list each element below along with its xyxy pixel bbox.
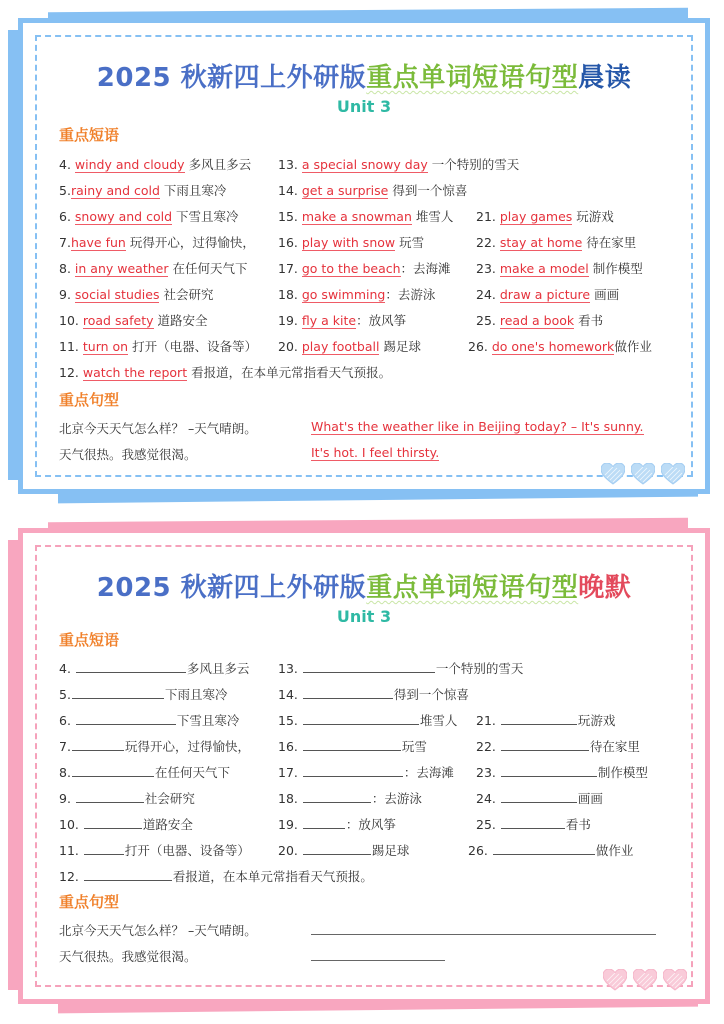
heart-icon <box>603 969 627 991</box>
sentence-en: What's the weather like in Beijing today? – It's sunny. <box>311 419 644 434</box>
phrase-blank-item: 13. 一个特别的雪天 <box>278 661 524 676</box>
phrase-item: 10. road safety 道路安全 <box>59 313 208 328</box>
phrase-blank-item: 25. 看书 <box>476 817 591 832</box>
answer-blank[interactable] <box>303 842 371 855</box>
phrase-item: 9. social studies 社会研究 <box>59 287 214 302</box>
answer-blank[interactable] <box>501 816 565 829</box>
evening-dictation-card <box>18 520 710 1016</box>
phrases-heading: 重点短语 <box>59 126 120 144</box>
phrase-blank-item: 8. 在任何天气下 <box>59 765 230 780</box>
page-title <box>23 567 705 604</box>
sentence-zh: 天气很热。我感觉很渴。 <box>59 949 197 964</box>
answer-blank[interactable] <box>501 712 577 725</box>
title-topic: 重点单词短语句型 <box>366 63 579 93</box>
answer-blank[interactable] <box>303 738 401 751</box>
answer-blank[interactable] <box>303 660 435 673</box>
answer-blank[interactable] <box>303 764 403 777</box>
phrase-item: 12. watch the report 看报道，在本单元常指看天气预报。 <box>59 365 392 380</box>
page-title <box>23 57 705 94</box>
phrase-blank-item: 26. 做作业 <box>468 843 634 858</box>
heart-icon <box>661 463 685 485</box>
answer-blank[interactable] <box>303 816 345 829</box>
phrase-item: 22. stay at home 待在家里 <box>476 235 637 250</box>
phrase-item: 7.have fun 玩得开心，过得愉快， <box>59 235 255 250</box>
answer-blank[interactable] <box>84 816 142 829</box>
phrase-item: 11. turn on 打开（电器、设备等） <box>59 339 258 354</box>
sentence-zh: 天气很热。我感觉很渴。 <box>59 447 197 462</box>
answer-blank[interactable] <box>84 868 172 881</box>
phrase-item: 18. go swimming：去游泳 <box>278 287 436 302</box>
heart-icon <box>633 969 657 991</box>
phrase-item: 13. a special snowy day 一个特别的雪天 <box>278 157 520 172</box>
sentence-answer-line[interactable] <box>311 933 656 935</box>
phrase-blank-item: 19. ：放风筝 <box>278 817 396 832</box>
phrase-blank-item: 18. ：去游泳 <box>278 791 422 806</box>
unit-label: Unit 3 <box>336 97 392 116</box>
answer-blank[interactable] <box>303 686 393 699</box>
phrase-item: 21. play games 玩游戏 <box>476 209 614 224</box>
answer-blank[interactable] <box>76 790 144 803</box>
sentence-answer-line[interactable] <box>311 959 445 961</box>
phrase-item: 17. go to the beach：去海滩 <box>278 261 451 276</box>
sentence-zh: 北京今天天气怎么样？ –天气晴朗。 <box>59 923 257 938</box>
morning-reading-card <box>18 10 710 506</box>
phrase-blank-item: 17. ：去海滩 <box>278 765 454 780</box>
answer-blank[interactable] <box>72 686 164 699</box>
phrase-blank-item: 12. 看报道，在本单元常指看天气预报。 <box>59 869 373 884</box>
phrase-blank-item: 9. 社会研究 <box>59 791 195 806</box>
phrase-item: 14. get a surprise 得到一个惊喜 <box>278 183 468 198</box>
heart-icon <box>631 463 655 485</box>
phrase-blank-item: 5. 下雨且寒冷 <box>59 687 228 702</box>
phrase-item: 6. snowy and cold 下雪且寒冷 <box>59 209 239 224</box>
title-mode: 晨读 <box>578 63 632 93</box>
hearts-decoration <box>601 463 685 485</box>
phrase-blank-item: 10. 道路安全 <box>59 817 193 832</box>
answer-blank[interactable] <box>493 842 595 855</box>
phrase-blank-item: 11. 打开（电器、设备等） <box>59 843 250 858</box>
answer-blank[interactable] <box>303 790 371 803</box>
phrase-item: 24. draw a picture 画画 <box>476 287 620 302</box>
answer-blank[interactable] <box>76 660 186 673</box>
heart-icon <box>663 969 687 991</box>
phrase-blank-item: 16. 玩雪 <box>278 739 427 754</box>
phrase-item: 26. do one's homework做作业 <box>468 339 652 354</box>
answer-blank[interactable] <box>501 738 589 751</box>
answer-blank[interactable] <box>84 842 124 855</box>
phrase-blank-item: 21. 玩游戏 <box>476 713 616 728</box>
title-mode: 晚默 <box>578 573 632 603</box>
card-frame <box>18 528 710 1004</box>
title-edition: 2025 秋新四上外研版 <box>96 63 367 93</box>
sentence-en: It's hot. I feel thirsty. <box>311 445 440 460</box>
phrase-blank-item: 6. 下雪且寒冷 <box>59 713 240 728</box>
phrase-item: 4. windy and cloudy 多风且多云 <box>59 157 252 172</box>
answer-blank[interactable] <box>72 764 154 777</box>
answer-blank[interactable] <box>72 738 124 751</box>
phrase-item: 8. in any weather 在任何天气下 <box>59 261 248 276</box>
phrase-item: 20. play football 踢足球 <box>278 339 421 354</box>
sentence-zh: 北京今天天气怎么样？ –天气晴朗。 <box>59 421 257 436</box>
phrase-item: 25. read a book 看书 <box>476 313 604 328</box>
phrase-item: 5.rainy and cold 下雨且寒冷 <box>59 183 227 198</box>
sentences-heading: 重点句型 <box>59 391 120 409</box>
phrase-blank-item: 4. 多风且多云 <box>59 661 250 676</box>
title-topic: 重点单词短语句型 <box>366 573 579 603</box>
answer-blank[interactable] <box>76 712 176 725</box>
hearts-decoration <box>603 969 687 991</box>
phrase-item: 16. play with snow 玩雪 <box>278 235 425 250</box>
answer-blank[interactable] <box>501 764 597 777</box>
phrase-blank-item: 15. 堆雪人 <box>278 713 458 728</box>
answer-blank[interactable] <box>501 790 577 803</box>
phrases-heading: 重点短语 <box>59 631 120 649</box>
unit-label: Unit 3 <box>336 607 392 626</box>
phrase-item: 15. make a snowman 堆雪人 <box>278 209 454 224</box>
sentences-heading: 重点句型 <box>59 893 120 911</box>
phrase-blank-item: 22. 待在家里 <box>476 739 640 754</box>
phrase-item: 19. fly a kite：放风筝 <box>278 313 407 328</box>
phrase-blank-item: 24. 画画 <box>476 791 603 806</box>
phrase-blank-item: 14. 得到一个惊喜 <box>278 687 469 702</box>
answer-blank[interactable] <box>303 712 419 725</box>
card-frame <box>18 18 710 494</box>
phrase-blank-item: 20. 踢足球 <box>278 843 410 858</box>
phrase-blank-item: 7. 玩得开心，过得愉快， <box>59 739 250 754</box>
heart-icon <box>601 463 625 485</box>
phrase-item: 23. make a model 制作模型 <box>476 261 643 276</box>
title-edition: 2025 秋新四上外研版 <box>96 573 367 603</box>
phrase-blank-item: 23. 制作模型 <box>476 765 648 780</box>
